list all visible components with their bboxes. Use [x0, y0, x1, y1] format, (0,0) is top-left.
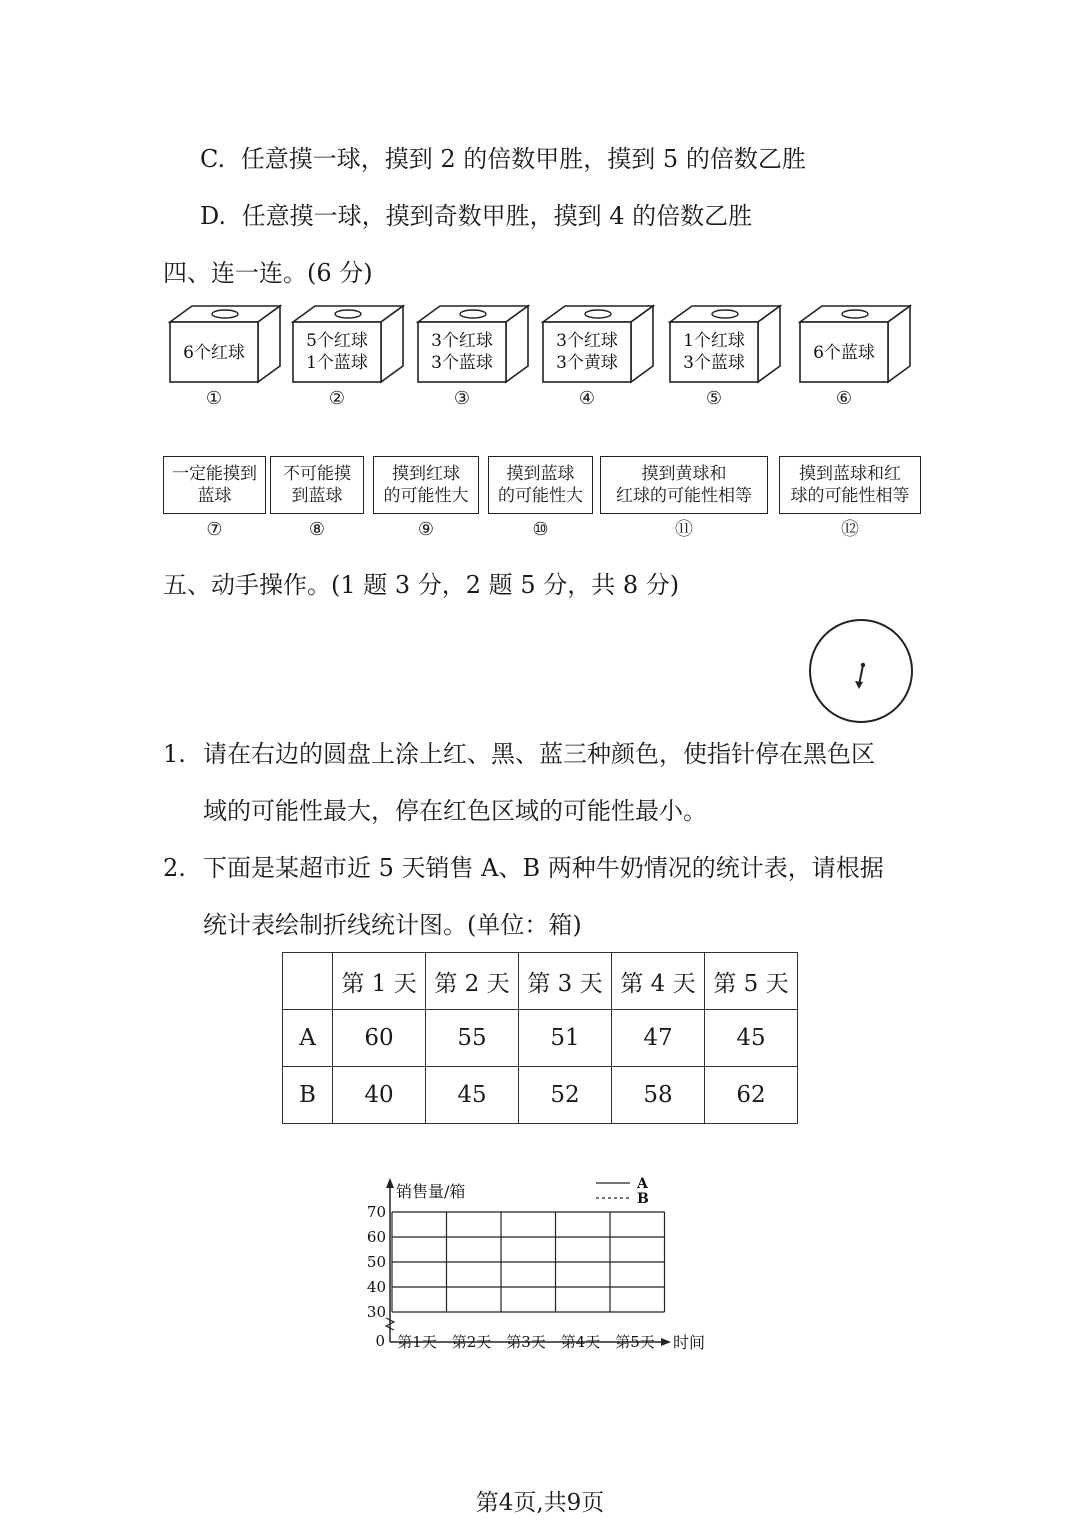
outcome-card[interactable]	[779, 456, 921, 514]
option-c	[200, 143, 806, 175]
box-content-label: 6个蓝球	[813, 343, 875, 363]
sales-table	[282, 952, 798, 1124]
table-cell: 60	[333, 1010, 426, 1067]
outcome-card-number: ⑪	[675, 519, 693, 540]
option-letter: D.	[200, 202, 227, 230]
box-number: ②	[328, 388, 346, 409]
outcome-card[interactable]	[488, 456, 593, 514]
table-header-cell: 第 4 天	[612, 953, 705, 1010]
y-tick-label: 30	[366, 1303, 386, 1321]
box-number: ①	[205, 388, 223, 409]
ball-box	[418, 306, 528, 382]
outcome-card-line: 的可能性大	[498, 486, 583, 506]
ball-box	[543, 306, 653, 382]
outcome-card-number: ⑧	[308, 519, 326, 540]
option-text: 任意摸一球，摸到奇数甲胜，摸到 4 的倍数乙胜	[241, 202, 753, 230]
spinner-disc[interactable]	[805, 617, 917, 725]
page-footer: 第4页,共9页	[475, 1490, 605, 1516]
table-header-cell	[283, 953, 333, 1010]
box-content-label: 3个蓝球	[431, 353, 493, 373]
y-tick-label: 40	[366, 1278, 386, 1296]
ball-box	[170, 306, 280, 382]
y-axis-arrow-icon	[386, 1178, 394, 1188]
question-1-line-2: 域的可能性最大，停在红色区域的可能性最小。	[203, 797, 707, 825]
box-content-label: 3个红球	[556, 331, 618, 351]
outcome-card-number: ⑩	[532, 519, 549, 540]
outcome-card-line: 到蓝球	[291, 486, 343, 506]
outcome-card-line: 蓝球	[197, 486, 232, 506]
question-number: 2.	[163, 854, 186, 882]
table-cell: 62	[705, 1067, 798, 1124]
outcome-card-text	[616, 463, 752, 507]
x-tick-label: 第2天	[451, 1333, 492, 1351]
option-text: 任意摸一球，摸到 2 的倍数甲胜，摸到 5 的倍数乙胜	[240, 145, 806, 173]
table-header-cell: 第 2 天	[426, 953, 519, 1010]
box-number: ③	[453, 388, 471, 409]
box-content-label: 5个红球	[306, 331, 368, 351]
table-cell: 52	[519, 1067, 612, 1124]
outcome-card-line: 摸到蓝球和红	[799, 464, 901, 484]
table-cell: 45	[426, 1067, 519, 1124]
x-axis-arrow-icon	[661, 1338, 671, 1346]
ball-boxes	[0, 300, 1080, 390]
question-2-line-1	[163, 852, 884, 884]
option-letter: C.	[200, 145, 226, 173]
outcome-card-text	[498, 463, 583, 507]
question-1-line-1	[163, 738, 875, 770]
outcome-card-line: 球的可能性相等	[790, 486, 910, 506]
y-tick-label: 50	[366, 1253, 386, 1271]
box-content-label: 3个黄球	[556, 353, 618, 373]
x-tick-label: 第4天	[560, 1333, 601, 1351]
outcome-card-number: ⑦	[206, 519, 223, 540]
table-row	[283, 1010, 798, 1067]
box-content-label: 1个蓝球	[306, 353, 368, 373]
section-5-title: 五、动手操作。(1 题 3 分，2 题 5 分，共 8 分)	[163, 571, 680, 599]
outcome-card[interactable]	[600, 456, 768, 514]
ball-box	[670, 306, 780, 382]
table-cell: 51	[519, 1010, 612, 1067]
outcome-card-line: 红球的可能性相等	[616, 486, 752, 506]
box-content-label: 1个红球	[683, 331, 745, 351]
outcome-card-line: 不可能摸	[283, 464, 351, 484]
question-number: 1.	[163, 740, 186, 768]
box-number: ⑤	[705, 388, 723, 409]
table-cell: 55	[426, 1010, 519, 1067]
outcome-card-text	[384, 463, 469, 507]
outcome-card-line: 一定能摸到	[172, 464, 257, 484]
table-cell: 40	[333, 1067, 426, 1124]
outcome-card[interactable]	[163, 456, 266, 514]
question-text: 请在右边的圆盘上涂上红、黑、蓝三种颜色，使指针停在黑色区	[203, 740, 875, 768]
table-row-label: B	[283, 1067, 333, 1124]
table-header-row	[283, 953, 798, 1010]
y-axis-title: 销售量/箱	[396, 1182, 466, 1201]
question-text: 下面是某超市近 5 天销售 A、B 两种牛奶情况的统计表，请根据	[203, 854, 884, 882]
y-tick-label: 70	[366, 1203, 386, 1221]
legend-label: A	[637, 1176, 648, 1192]
x-tick-label: 第3天	[506, 1333, 546, 1351]
section-4-title: 四、连一连。(6 分)	[163, 259, 373, 287]
outcome-card-text	[791, 463, 910, 507]
table-cell: 58	[612, 1067, 705, 1124]
outcome-card-text	[283, 463, 351, 507]
outcome-card-line: 摸到红球	[392, 464, 460, 484]
ball-box	[800, 306, 910, 382]
option-d	[200, 200, 752, 232]
box-number: ④	[578, 388, 596, 409]
pointer-icon	[855, 663, 865, 689]
y-tick-label: 60	[366, 1228, 386, 1246]
line-chart-grid[interactable]	[355, 1168, 725, 1358]
ball-box	[293, 306, 403, 382]
outcome-card-number: ⑫	[841, 519, 859, 540]
table-header-cell: 第 3 天	[519, 953, 612, 1010]
x-axis-title: 时间	[673, 1333, 706, 1352]
axis-break-icon	[386, 1318, 394, 1330]
box-content-label: 3个蓝球	[683, 353, 745, 373]
box-content-label: 6个红球	[183, 343, 245, 363]
outcome-card[interactable]	[373, 456, 479, 514]
table-row-label: A	[283, 1010, 333, 1067]
table-cell: 47	[612, 1010, 705, 1067]
x-tick-label: 第5天	[615, 1333, 655, 1351]
outcome-card-line: 的可能性大	[383, 486, 469, 506]
outcome-card-number: ⑨	[417, 519, 435, 540]
outcome-card[interactable]	[270, 456, 364, 514]
box-content-label: 3个红球	[431, 331, 493, 351]
table-header-cell: 第 5 天	[705, 953, 798, 1010]
outcome-card-line: 摸到黄球和	[641, 464, 727, 484]
box-number: ⑥	[835, 388, 853, 409]
outcome-card-text	[172, 463, 257, 507]
question-2-line-2: 统计表绘制折线统计图。(单位：箱)	[203, 911, 582, 939]
x-tick-label: 第1天	[397, 1333, 437, 1351]
legend-label: B	[637, 1191, 649, 1207]
y-tick-label: 0	[375, 1332, 385, 1350]
table-cell: 45	[705, 1010, 798, 1067]
table-row	[283, 1067, 798, 1124]
table-header-cell: 第 1 天	[333, 953, 426, 1010]
outcome-card-line: 摸到蓝球	[506, 464, 575, 484]
